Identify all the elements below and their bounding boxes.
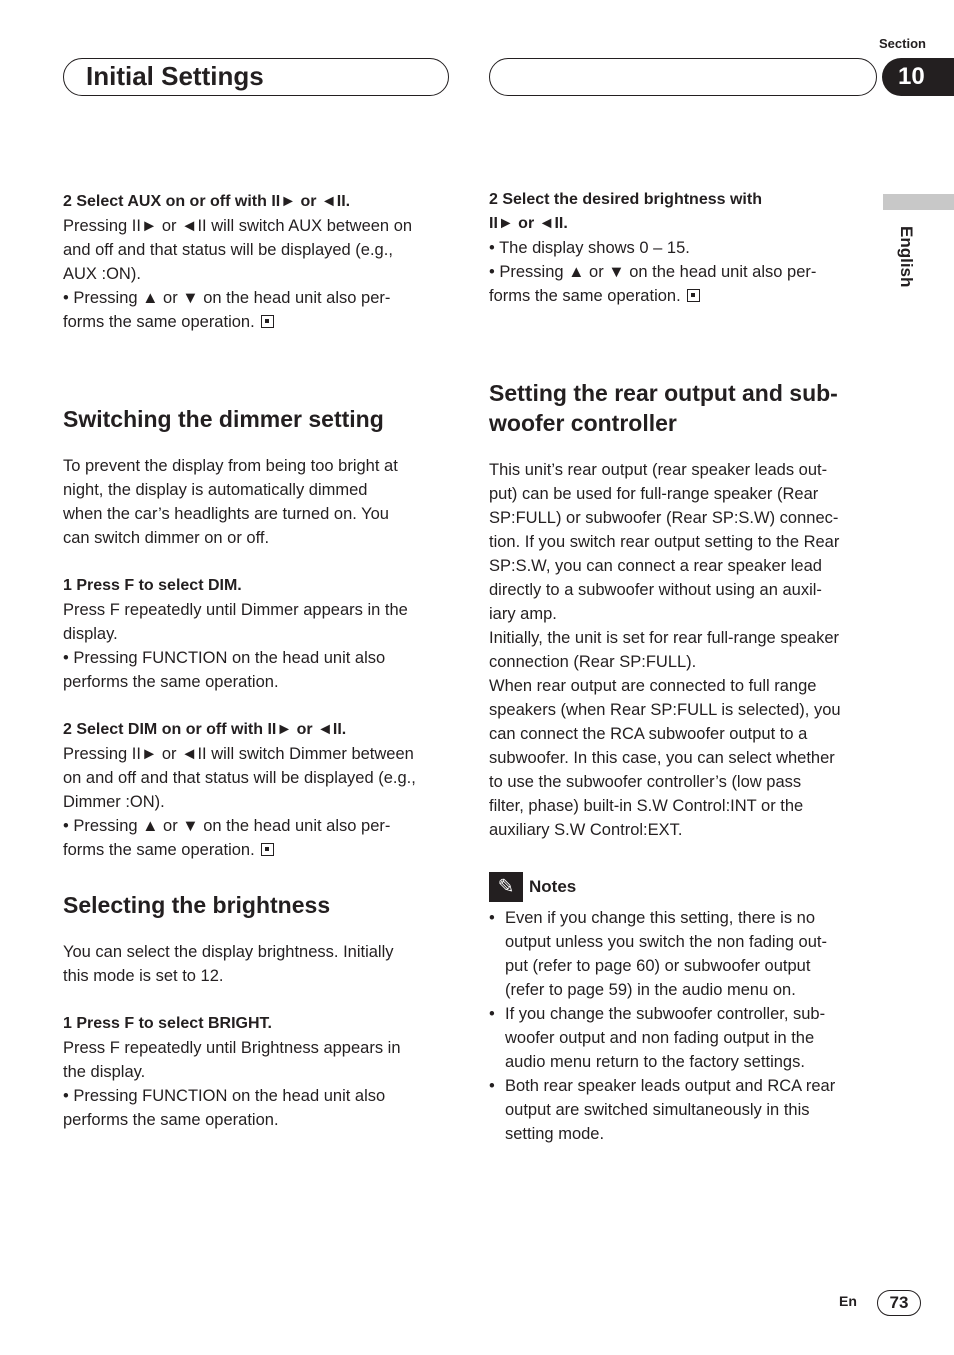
list-item: • If you change the subwoofer controller, sub- woofer output and non fading output in the audio menu return to the factory settings. [489,1002,879,1074]
page-title: Initial Settings [86,61,264,91]
body-line: and off and that status will be displayed (e.g., [63,241,393,259]
body-line: subwoofer. In this case, you can select whether [489,749,835,767]
body-line: filter, phase) built-in S.W Control:INT or the [489,797,804,815]
header-frame-right [489,58,877,96]
body-line: This unit’s rear output (rear speaker leads out- [489,461,828,479]
step-heading: 1 Press F to select BRIGHT. [63,1015,272,1032]
body-line: • Pressing ▲ or ▼ on the head unit also per- [63,289,391,307]
brightness-section [63,890,453,1132]
body-line: Press F repeatedly until Brightness appears in [63,1039,401,1057]
footer-language: En [839,1293,857,1309]
body-line: Pressing II► or ◄II will switch Dimmer between [63,745,414,763]
body-line: • Pressing ▲ or ▼ on the head unit also per- [489,263,817,281]
pencil-note-icon: ✎ [489,872,523,902]
body-line: When rear output are connected to full range [489,677,817,695]
body-line: Press F repeatedly until Dimmer appears in the [63,601,408,619]
body-line: performs the same operation. [63,673,279,691]
section-heading: woofer controller [489,410,677,436]
section-number-badge: 10 [882,58,954,96]
language-tab-bar [883,194,954,210]
body-line: To prevent the display from being too bright at [63,457,398,475]
body-line: put) can be used for full-range speaker (Rear [489,485,819,503]
body-line: performs the same operation. [63,1111,279,1129]
section-label: Section [879,36,926,51]
body-line: Pressing II► or ◄II will switch AUX between on [63,217,413,235]
body-line: • Pressing FUNCTION on the head unit also [63,1087,386,1105]
body-line: night, the display is automatically dimmed [63,481,368,499]
body-line: forms the same operation. [63,838,453,862]
body-line: auxiliary S.W Control:EXT. [489,821,683,839]
brightness-step2-block [489,188,879,308]
body-line: connection (Rear SP:FULL). [489,653,697,671]
body-line: forms the same operation. [489,284,879,308]
end-mark-icon [687,289,700,302]
body-line: display. [63,625,118,643]
body-line: You can select the display brightness. Initially [63,943,394,961]
body-line: tion. If you switch rear output setting to the Rear [489,533,840,551]
step-heading: 1 Press F to select DIM. [63,577,242,594]
body-line: to use the subwoofer controller’s (low pass [489,773,802,791]
body-line: speakers (when Rear SP:FULL is selected), you [489,701,841,719]
end-mark-icon [261,843,274,856]
body-line: • The display shows 0 – 15. [489,239,690,257]
body-line: • Pressing ▲ or ▼ on the head unit also per- [63,817,391,835]
body-line: this mode is set to 12. [63,967,224,985]
step-heading: 2 Select the desired brightness with [489,191,762,208]
body-line: Dimmer :ON). [63,793,165,811]
body-line: • Pressing FUNCTION on the head unit also [63,649,386,667]
body-line: directly to a subwoofer without using an auxil- [489,581,822,599]
rear-output-section [489,378,884,842]
list-item: • Both rear speaker leads output and RCA rear output are switched simultaneously in this setting mode. [489,1074,879,1146]
body-line: when the car’s headlights are turned on. You [63,505,389,523]
section-heading: Selecting the brightness [63,892,331,918]
section-heading: Setting the rear output and sub- [489,380,838,406]
step-heading: II► or ◄II. [489,215,568,232]
body-line: can switch dimmer on or off. [63,529,270,547]
notes-block [489,872,879,1146]
notes-label: Notes [529,877,577,896]
step-heading: 2 Select DIM on or off with II► or ◄II. [63,721,347,738]
notes-list [489,906,879,1146]
body-line: can connect the RCA subwoofer output to a [489,725,808,743]
body-line: iary amp. [489,605,557,623]
body-line: AUX :ON). [63,265,141,283]
body-line: Initially, the unit is set for rear full-range speaker [489,629,840,647]
section-heading: Switching the dimmer setting [63,406,384,432]
page-number: 73 [877,1290,921,1316]
dimmer-section [63,404,453,862]
body-line: SP:FULL) or subwoofer (Rear SP:S.W) connec- [489,509,839,527]
end-mark-icon [261,315,274,328]
body-line: forms the same operation. [63,310,453,334]
body-line: the display. [63,1063,146,1081]
list-item: • Even if you change this setting, there is no output unless you switch the non fading out- put (refer to page 60) or subwoofer output (refer to page 59) in the audio menu on. [489,906,879,1002]
notes-header [489,872,879,902]
step-heading: 2 Select AUX on or off with II► or ◄II. [63,193,351,210]
language-tab-label: English [897,226,916,288]
body-line: on and off and that status will be displayed (e.g., [63,769,416,787]
body-line: SP:S.W, you can connect a rear speaker lead [489,557,822,575]
aux-step2-block [63,190,453,334]
